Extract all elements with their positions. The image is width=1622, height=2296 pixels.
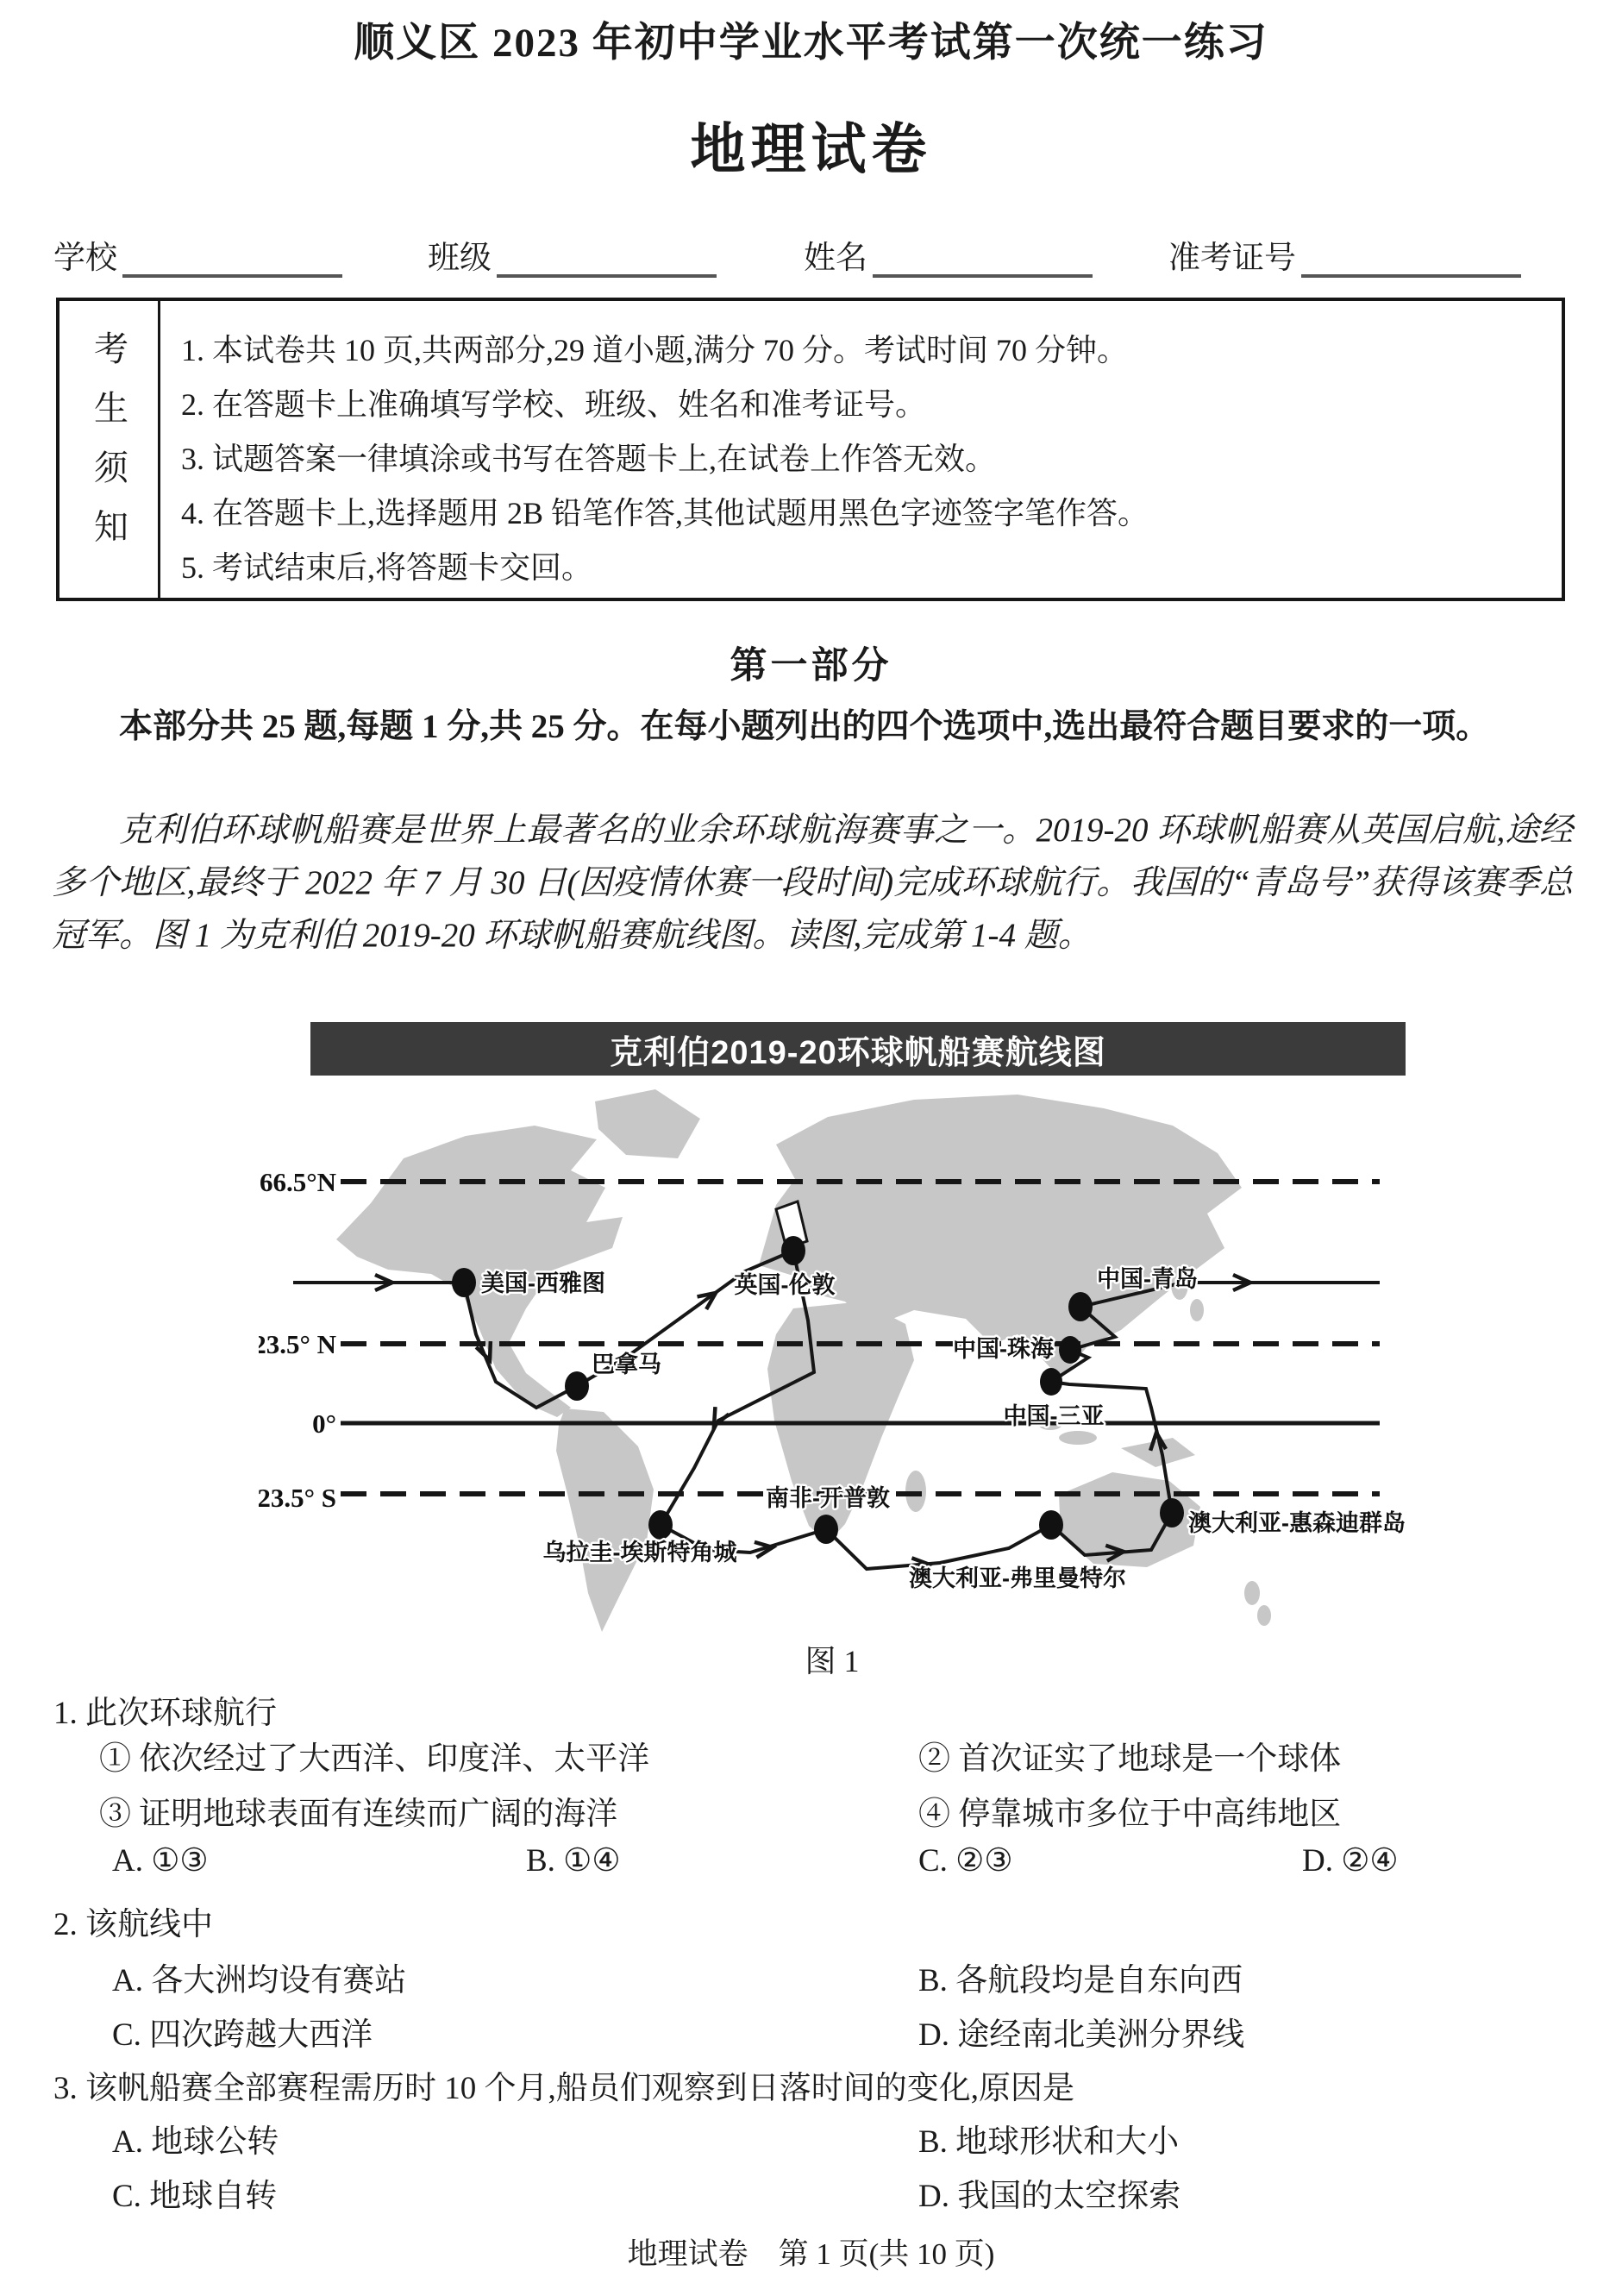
student-info-row	[53, 231, 1580, 279]
name-blank[interactable]	[873, 240, 1093, 278]
route-capetown-fremantle	[826, 1525, 1051, 1569]
notice-item-3: 3. 试题答案一律填涂或书写在答题卡上,在试卷上作答无效。	[181, 442, 997, 476]
q1-option-d: D. ②④	[1302, 1843, 1399, 1879]
route-map	[259, 1076, 1406, 1634]
map-title: 克利伯2019-20环球帆船赛航线图	[610, 1034, 1106, 1071]
part1-intro-paragraph: 克利伯环球帆船赛是世界上最著名的业余环球航海赛事之一。2019-20 环球帆船赛从英国启航,途经多个地区,最终于 2022 年 7 月 30 日(因疫情休赛一段时间)完成环球航行。我国的“青岛号”获得该赛季总冠军。图 1 为克利伯 2019-20 环球帆船赛航线图。读图,完成第 1-4 题。	[52, 812, 1573, 954]
name-label: 姓名	[804, 241, 867, 276]
part1-instruction: 本部分共 25 题,每题 1 分,共 25 分。在每小题列出的四个选项中,选出最符合题目要求的一项。	[119, 708, 1490, 745]
exam-no-field	[1168, 231, 1521, 278]
notice-items	[160, 301, 1562, 598]
q1-sub-3: ③ 证明地球表面有连续而广阔的海洋	[99, 1797, 618, 1832]
stop-label-capetown: 南非-开普敦	[766, 1485, 890, 1511]
question-1-options-row	[53, 1841, 1588, 1890]
q2-option-c: C. 四次跨越大西洋	[112, 2017, 373, 2053]
exam-title: 顺义区 2023 年初中学业水平考试第一次统一练习	[354, 21, 1268, 66]
school-field	[53, 231, 342, 278]
q1-sub-1: ① 依次经过了大西洋、印度洋、太平洋	[99, 1741, 650, 1777]
stop-label-fremantle: 澳大利亚-弗里曼特尔	[909, 1565, 1126, 1591]
notice-item-4: 4. 在答题卡上,选择题用 2B 铅笔作答,其他试题用黑色字迹签字笔作答。	[181, 496, 1149, 530]
school-blank[interactable]	[122, 240, 342, 278]
school-label: 学校	[53, 241, 117, 276]
q3-option-d: D. 我国的太空探索	[918, 2179, 1181, 2214]
stop-dot-fremantle	[1039, 1510, 1063, 1540]
notice-box	[56, 298, 1565, 601]
stop-label-whitsunday: 澳大利亚-惠森迪群岛	[1188, 1510, 1406, 1536]
route-map-svg	[259, 1076, 1406, 1634]
stop-label-zhuhai: 中国-珠海	[953, 1336, 1054, 1362]
q3-option-b: B. 地球形状和大小	[918, 2124, 1180, 2160]
question-2-options-row-2	[53, 2008, 1588, 2056]
island-new-zealand-1	[1244, 1581, 1260, 1605]
question-2-stem: 2. 该航线中	[53, 1907, 213, 1942]
question-3-options-row-2	[53, 2169, 1588, 2218]
q2-option-b: B. 各航段均是自东向西	[918, 1963, 1243, 1998]
q3-option-a: A. 地球公转	[112, 2124, 279, 2160]
notice-side-column	[59, 301, 160, 598]
island-new-zealand-2	[1257, 1605, 1271, 1626]
lat-label-equator: 0°	[312, 1408, 336, 1439]
exam-no-label: 准考证号	[1168, 241, 1296, 276]
q1-sub-2: ② 首次证实了地球是一个球体	[918, 1741, 1342, 1777]
figure-caption: 图 1	[805, 1644, 860, 1678]
stop-dot-sanya	[1040, 1368, 1062, 1396]
stop-dot-london	[781, 1236, 805, 1265]
lat-label-66-5n: 66.5°N	[259, 1167, 336, 1197]
question-1-stem: 1. 此次环球航行	[53, 1696, 277, 1731]
q1-option-a: A. ①③	[112, 1843, 209, 1879]
class-field	[428, 231, 717, 278]
question-3-options-row-1	[53, 2115, 1588, 2163]
part1-heading: 第一部分	[730, 646, 892, 687]
notice-item-1: 1. 本试卷共 10 页,共两部分,29 道小题,满分 70 分。考试时间 70 分钟。	[181, 333, 1129, 367]
q1-option-c: C. ②③	[918, 1843, 1013, 1879]
q2-option-a: A. 各大洲均设有赛站	[112, 1963, 407, 1998]
stop-label-panama: 巴拿马	[592, 1352, 661, 1377]
island-indonesia-1	[1059, 1431, 1097, 1445]
page-footer: 地理试卷 第 1 页(共 10 页)	[627, 2237, 995, 2271]
stop-dot-punta-del-este	[648, 1510, 673, 1540]
stop-dot-whitsunday	[1160, 1498, 1184, 1528]
continent-south-america	[556, 1408, 654, 1632]
question-1-subs-row-2	[53, 1787, 1588, 1835]
notice-item-2: 2. 在答题卡上准确填写学校、班级、姓名和准考证号。	[181, 387, 927, 422]
q1-sub-4: ④ 停靠城市多位于中高纬地区	[918, 1797, 1342, 1832]
stop-dot-qingdao	[1068, 1292, 1093, 1321]
stop-dot-seattle	[452, 1268, 476, 1297]
lat-label-23-5s: 23.5° S	[259, 1483, 336, 1513]
continent-greenland	[595, 1089, 700, 1158]
route-arrow-atlantic-south	[707, 1407, 729, 1429]
latitude-labels	[259, 1167, 336, 1513]
name-field	[804, 231, 1093, 278]
stop-label-punta-del-este: 乌拉圭-埃斯特角城	[542, 1540, 737, 1565]
stop-dot-zhuhai	[1059, 1336, 1081, 1364]
stop-label-london: 英国-伦敦	[734, 1272, 836, 1298]
q1-option-b: B. ①④	[526, 1843, 621, 1879]
exam-no-blank[interactable]	[1301, 240, 1521, 278]
question-3-stem: 3. 该帆船赛全部赛程需历时 10 个月,船员们观察到日落时间的变化,原因是	[53, 2071, 1074, 2106]
q3-option-c: C. 地球自转	[112, 2179, 278, 2214]
lat-label-23-5n: 23.5° N	[259, 1329, 336, 1359]
subject-title: 地理试卷	[690, 119, 932, 180]
notice-side-label: 考生须知	[89, 330, 128, 568]
notice-item-5: 5. 考试结束后,将答题卡交回。	[181, 550, 593, 585]
question-1-subs-row-1	[53, 1732, 1588, 1780]
stop-label-sanya: 中国-三亚	[1003, 1403, 1105, 1429]
map-title-bar	[310, 1022, 1406, 1076]
stop-dot-panama	[565, 1371, 589, 1401]
stop-dot-capetown	[814, 1515, 838, 1544]
island-japan-2	[1190, 1299, 1204, 1321]
stop-label-seattle: 美国-西雅图	[481, 1270, 605, 1296]
stop-label-qingdao: 中国-青岛	[1097, 1266, 1198, 1292]
question-2-options-row-1	[53, 1954, 1588, 2002]
class-blank[interactable]	[497, 240, 717, 278]
class-label: 班级	[428, 241, 492, 276]
q2-option-d: D. 途经南北美洲分界线	[918, 2017, 1245, 2053]
